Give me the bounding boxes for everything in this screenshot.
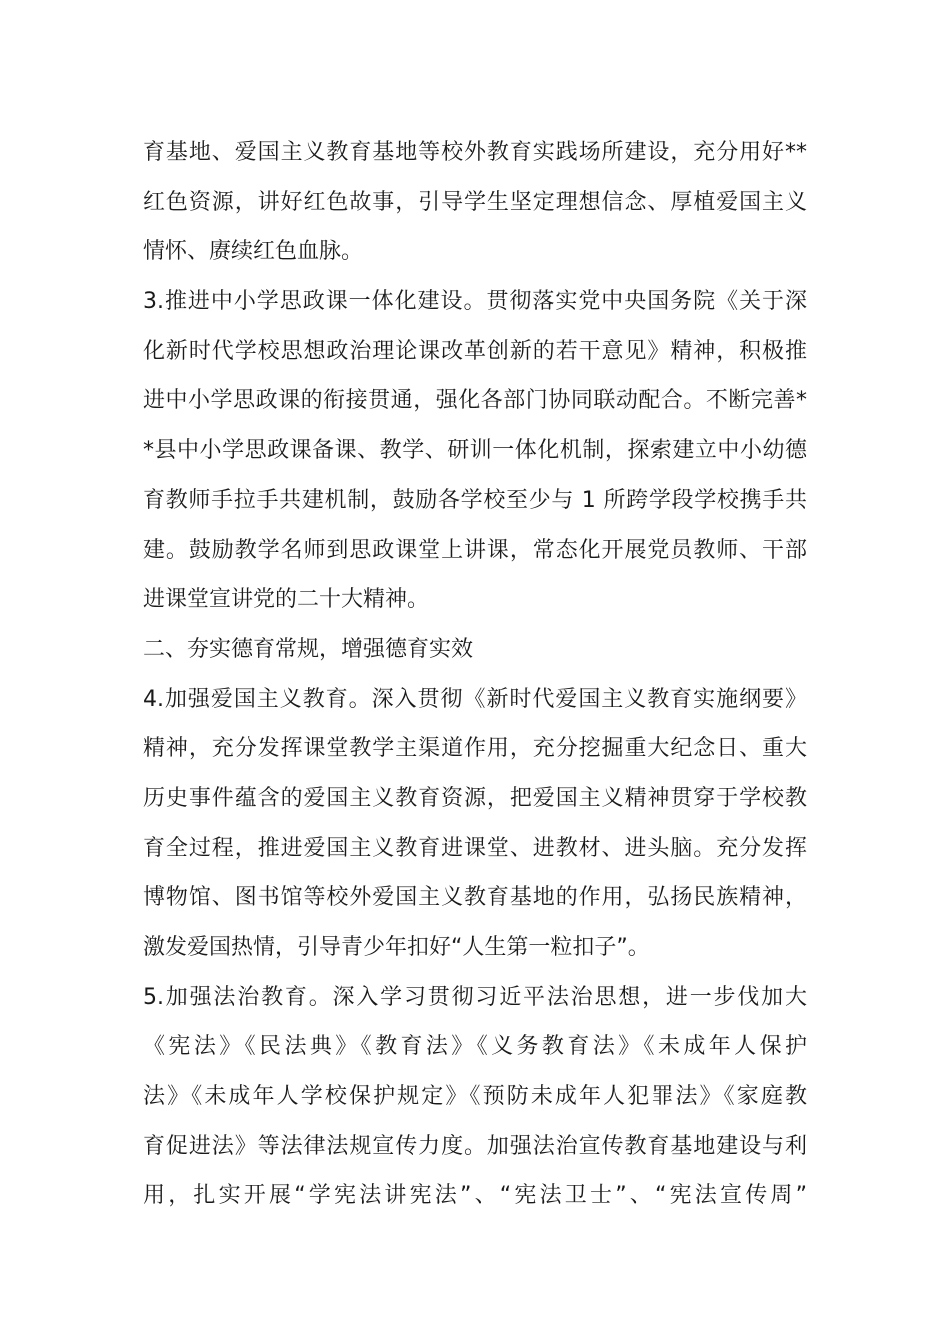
text-line: 育基地、爱国主义教育基地等校外教育实践场所建设，充分用好**: [143, 140, 807, 165]
document-body: [143, 128, 807, 1221]
text-line: 4.加强爱国主义教育。深入贯彻《新时代爱国主义教育实施纲要》: [143, 686, 807, 712]
text-line: 《宪法》《民法典》《教育法》《义务教育法》《未成年人保护: [143, 1034, 807, 1060]
text-line: 育促进法》等法律法规宣传力度。加强法治宣传教育基地建设与利: [143, 1133, 807, 1159]
text-line: 激发爱国热情，引导青少年扣好“人生第一粒扣子”。: [143, 935, 650, 960]
text-line: 法》《未成年人学校保护规定》《预防未成年人犯罪法》《家庭教: [143, 1084, 807, 1110]
text-line: 红色资源，讲好红色故事，引导学生坚定理想信念、厚植爱国主义: [143, 189, 807, 215]
text-line: 化新时代学校思想政治理论课改革创新的若干意见》精神，积极推: [143, 338, 807, 364]
text-line: 用，扎实开展“学宪法讲宪法”、“宪法卫士”、“宪法宣传周”: [143, 1183, 807, 1209]
text-line: 育教师手拉手共建机制，鼓励各学校至少与 1 所跨学段学校携手共: [143, 487, 807, 513]
text-line: 历史事件蕴含的爱国主义教育资源，把爱国主义精神贯穿于学校教: [143, 785, 807, 811]
text-line: 育全过程，推进爱国主义教育进课堂、进教材、进头脑。充分发挥: [143, 835, 807, 861]
text-line: 进课堂宣讲党的二十大精神。: [143, 587, 430, 613]
text-line: 情怀、赓续红色血脉。: [143, 239, 364, 265]
text-line: 进中小学思政课的衔接贯通，强化各部门协同联动配合。不断完善*: [143, 388, 807, 414]
text-line: 二、夯实德育常规，增强德育实效: [143, 636, 474, 662]
text-line: 建。鼓励教学名师到思政课堂上讲课，常态化开展党员教师、干部: [143, 537, 807, 563]
text-line: 3.推进中小学思政课一体化建设。贯彻落实党中央国务院《关于深: [143, 289, 807, 315]
text-line: *县中小学思政课备课、教学、研训一体化机制，探索建立中小幼德: [143, 438, 807, 464]
text-line: 精神，充分发挥课堂教学主渠道作用，充分挖掘重大纪念日、重大: [143, 736, 807, 762]
text-line: 5.加强法治教育。深入学习贯彻习近平法治思想，进一步伐加大: [143, 984, 807, 1010]
text-line: 博物馆、图书馆等校外爱国主义教育基地的作用，弘扬民族精神，: [143, 885, 807, 911]
